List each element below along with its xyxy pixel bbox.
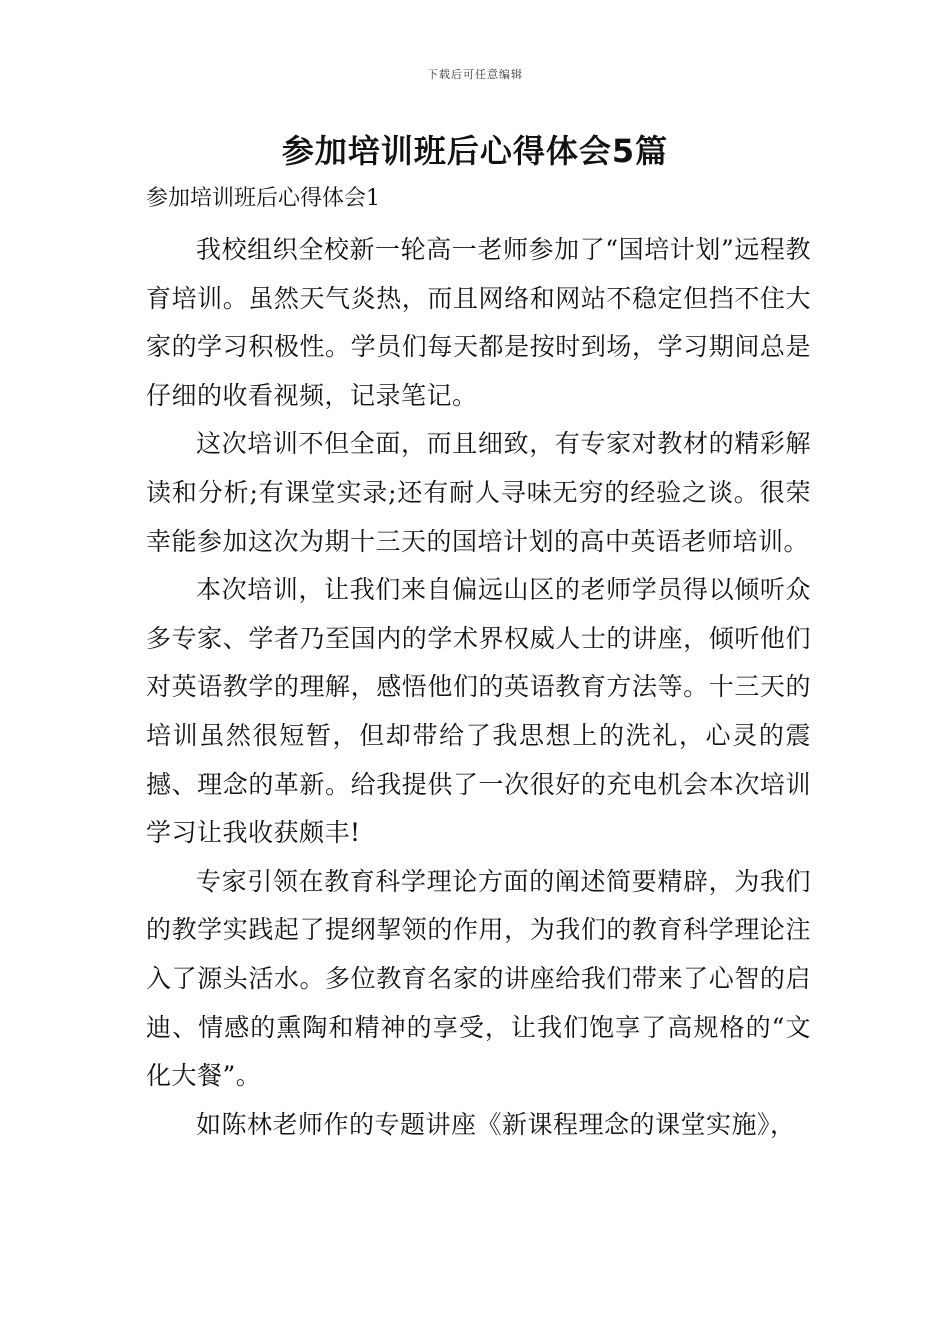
body-paragraph: 如陈林老师作的专题讲座《新课程理念的课堂实施》， (196, 1109, 796, 1139)
section-heading: 参加培训班后心得体会1 (146, 186, 380, 211)
body-paragraph: 专家引领在教育科学理论方面的阐述简要精辟，为我们的教学实践起了提纲挈领的作用，为我们的教育科学理论注入了源头活水。多位教育名家的讲座给我们带来了心智的启迪、情感的熏陶和精神的享受，让我们饱享了高规格的“文化大餐”。 (146, 866, 811, 1091)
header-note: 下载后可任意编辑 (427, 68, 523, 81)
body-paragraph: 我校组织全校新一轮高一老师参加了“国培计划”远程教育培训。虽然天气炎热，而且网络和网站不稳定但挡不住大家的学习积极性。学员们每天都是按时到场，学习期间总是仔细的收看视频，记录笔记。 (146, 235, 811, 410)
document-body (146, 226, 811, 1149)
document-title: 参加培训班后心得体会5篇 (281, 132, 669, 170)
body-paragraph: 这次培训不但全面，而且细致，有专家对教材的精彩解读和分析;有课堂实录;还有耐人寻味无穷的经验之谈。很荣幸能参加这次为期十三天的国培计划的高中英语老师培训。 (146, 429, 811, 556)
body-paragraph: 本次培训，让我们来自偏远山区的老师学员得以倾听众多专家、学者乃至国内的学术界权威人士的讲座，倾听他们对英语教学的理解，感悟他们的英语教育方法等。十三天的培训虽然很短暂，但却带给了我思想上的洗礼，心灵的震撼、理念的革新。给我提供了一次很好的充电机会本次培训学习让我收获颇丰! (146, 575, 811, 848)
